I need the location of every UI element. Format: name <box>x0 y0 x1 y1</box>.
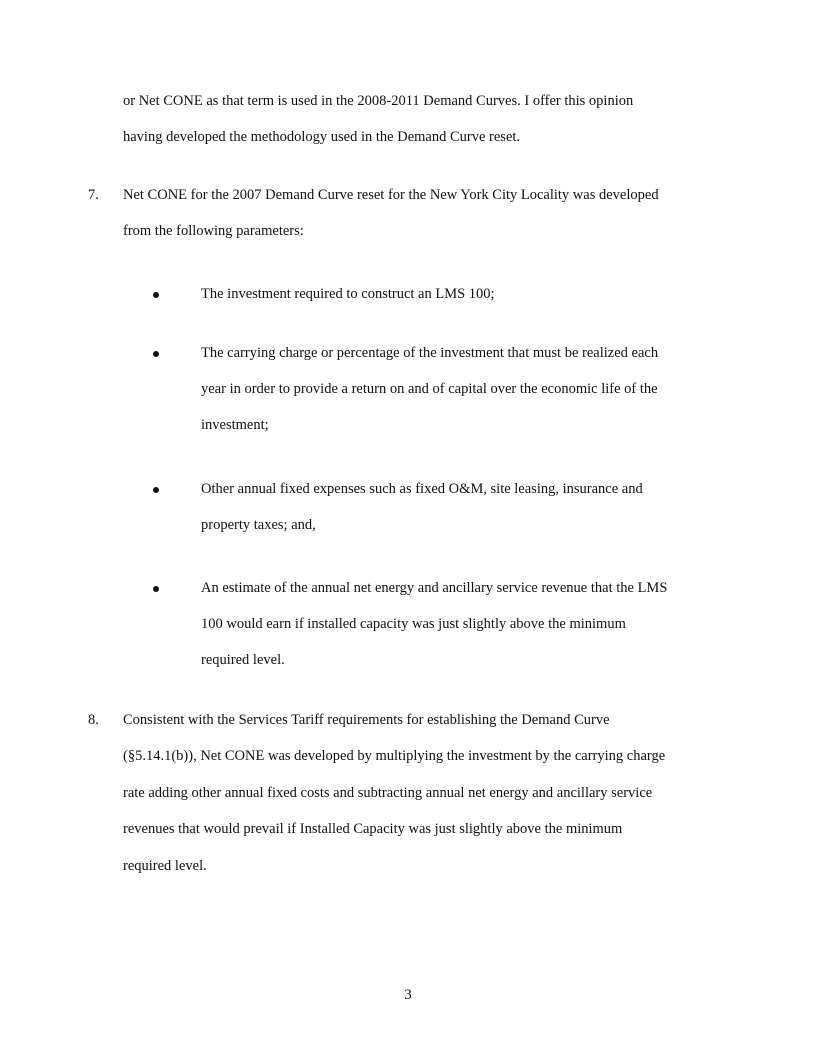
bullet-2-line-1: The carrying charge or percentage of the investment that must be realized each <box>201 345 659 361</box>
paragraph-8-line-3: rate adding other annual fixed costs and subtracting annual net energy and ancillary service <box>123 785 653 801</box>
paragraph-7-line-1: Net CONE for the 2007 Demand Curve reset for the New York City Locality was developed <box>123 187 659 203</box>
page-number: 3 <box>404 987 412 1003</box>
bullet-4-line-3: required level. <box>201 652 285 668</box>
bullet-3-line-1: Other annual fixed expenses such as fixed O&M, site leasing, insurance and <box>201 481 643 497</box>
paragraph-8-number: 8. <box>88 712 99 728</box>
paragraph-8-line-4: revenues that would prevail if Installed Capacity was just slightly above the minimum <box>123 821 623 837</box>
bullet-2-line-2: year in order to provide a return on and of capital over the economic life of the <box>201 381 658 397</box>
bullet-1-line-1: The investment required to construct an LMS 100; <box>201 286 495 302</box>
bullet-3-line-2: property taxes; and, <box>201 517 316 533</box>
intro-line-1: or Net CONE as that term is used in the 2008-2011 Demand Curves. I offer this opinion <box>123 93 634 109</box>
bullet-2-line-3: investment; <box>201 417 269 433</box>
paragraph-8-line-1: Consistent with the Services Tariff requirements for establishing the Demand Curve <box>123 712 610 728</box>
intro-line-2: having developed the methodology used in the Demand Curve reset. <box>123 129 521 145</box>
bullet-4-line-2: 100 would earn if installed capacity was just slightly above the minimum <box>201 616 626 632</box>
bullet-marker <box>153 292 159 298</box>
paragraph-7-line-2: from the following parameters: <box>123 223 304 239</box>
bullet-marker <box>153 351 159 357</box>
bullet-marker <box>153 487 159 493</box>
paragraph-7-number: 7. <box>88 187 99 203</box>
bullet-4-line-1: An estimate of the annual net energy and ancillary service revenue that the LMS <box>201 580 668 596</box>
paragraph-8-line-2: (§5.14.1(b)), Net CONE was developed by multiplying the investment by the carrying charge <box>123 748 666 764</box>
paragraph-8-line-5: required level. <box>123 858 207 874</box>
bullet-marker <box>153 586 159 592</box>
